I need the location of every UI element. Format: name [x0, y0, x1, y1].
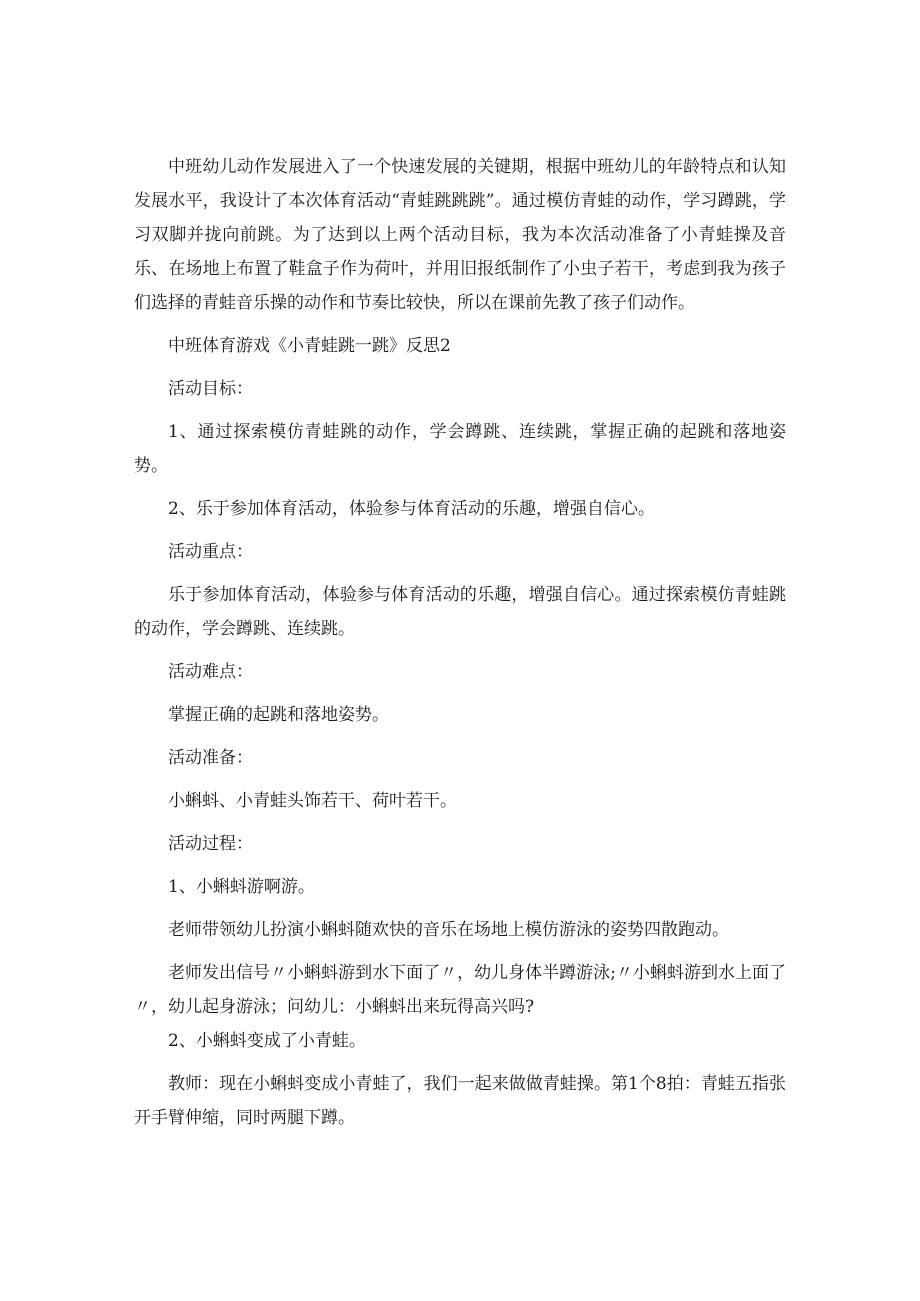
section-heading-process: 活动过程： — [168, 834, 253, 854]
intro-paragraph: 中班幼儿动作发展进入了一个快速发展的关键期，根据中班幼儿的年龄特点和认知发展水平，我设计了本次体育活动“青蛙跳跳跳”。通过模仿青蛙的动作，学习蹲跳，学习双脚并拢向前跳。为了达到以上两个活动目标，我为本次活动准备了小青蛙操及音乐、在场地上布置了鞋盒子作为荷叶，并用旧报纸制作了小虫子若干，考虑到我为孩子们选择的青蛙音乐操的动作和节奏比较快，所以在课前先教了孩子们动作。 — [134, 157, 786, 313]
process-paragraph-1: 老师带领幼儿扮演小蝌蚪随欢快的音乐在场地上模仿游泳的姿势四散跑动。 — [168, 920, 729, 940]
document-body — [134, 150, 786, 1135]
preparation-paragraph: 小蝌蚪、小青蛙头饰若干、荷叶若干。 — [168, 791, 457, 811]
section-heading-difficulties: 活动难点： — [168, 662, 253, 682]
process-paragraph-2: 老师发出信号〃小蝌蚪游到水下面了〃，幼儿身体半蹲游泳;〃小蝌蚪游到水上面了〃，幼儿起身游泳；问幼儿：小蝌蚪出来玩得高兴吗? — [134, 963, 786, 1017]
process-step-2: 2、小蝌蚪变成了小青蛙。 — [168, 1031, 366, 1051]
goal-item-1: 1、通过探索模仿青蛙跳的动作，学会蹲跳、连续跳，掌握正确的起跳和落地姿势。 — [134, 422, 786, 476]
document-title: 中班体育游戏《小青蛙跳一跳》反思2 — [168, 336, 451, 356]
section-heading-goals: 活动目标： — [168, 379, 253, 399]
process-paragraph-3: 教师：现在小蝌蚪变成小青蛙了，我们一起来做做青蛙操。第1个8拍：青蛙五指张开手臂伸缩，同时两腿下蹲。 — [134, 1074, 786, 1128]
section-heading-key-points: 活动重点： — [168, 542, 253, 562]
section-heading-preparation: 活动准备： — [168, 748, 253, 768]
process-step-1: 1、小蝌蚪游啊游。 — [168, 877, 315, 897]
key-points-paragraph: 乐于参加体育活动，体验参与体育活动的乐趣，增强自信心。通过探索模仿青蛙跳的动作，学会蹲跳、连续跳。 — [134, 585, 786, 639]
goal-item-2: 2、乐于参加体育活动，体验参与体育活动的乐趣，增强自信心。 — [168, 499, 655, 519]
difficulties-paragraph: 掌握正确的起跳和落地姿势。 — [168, 705, 389, 725]
